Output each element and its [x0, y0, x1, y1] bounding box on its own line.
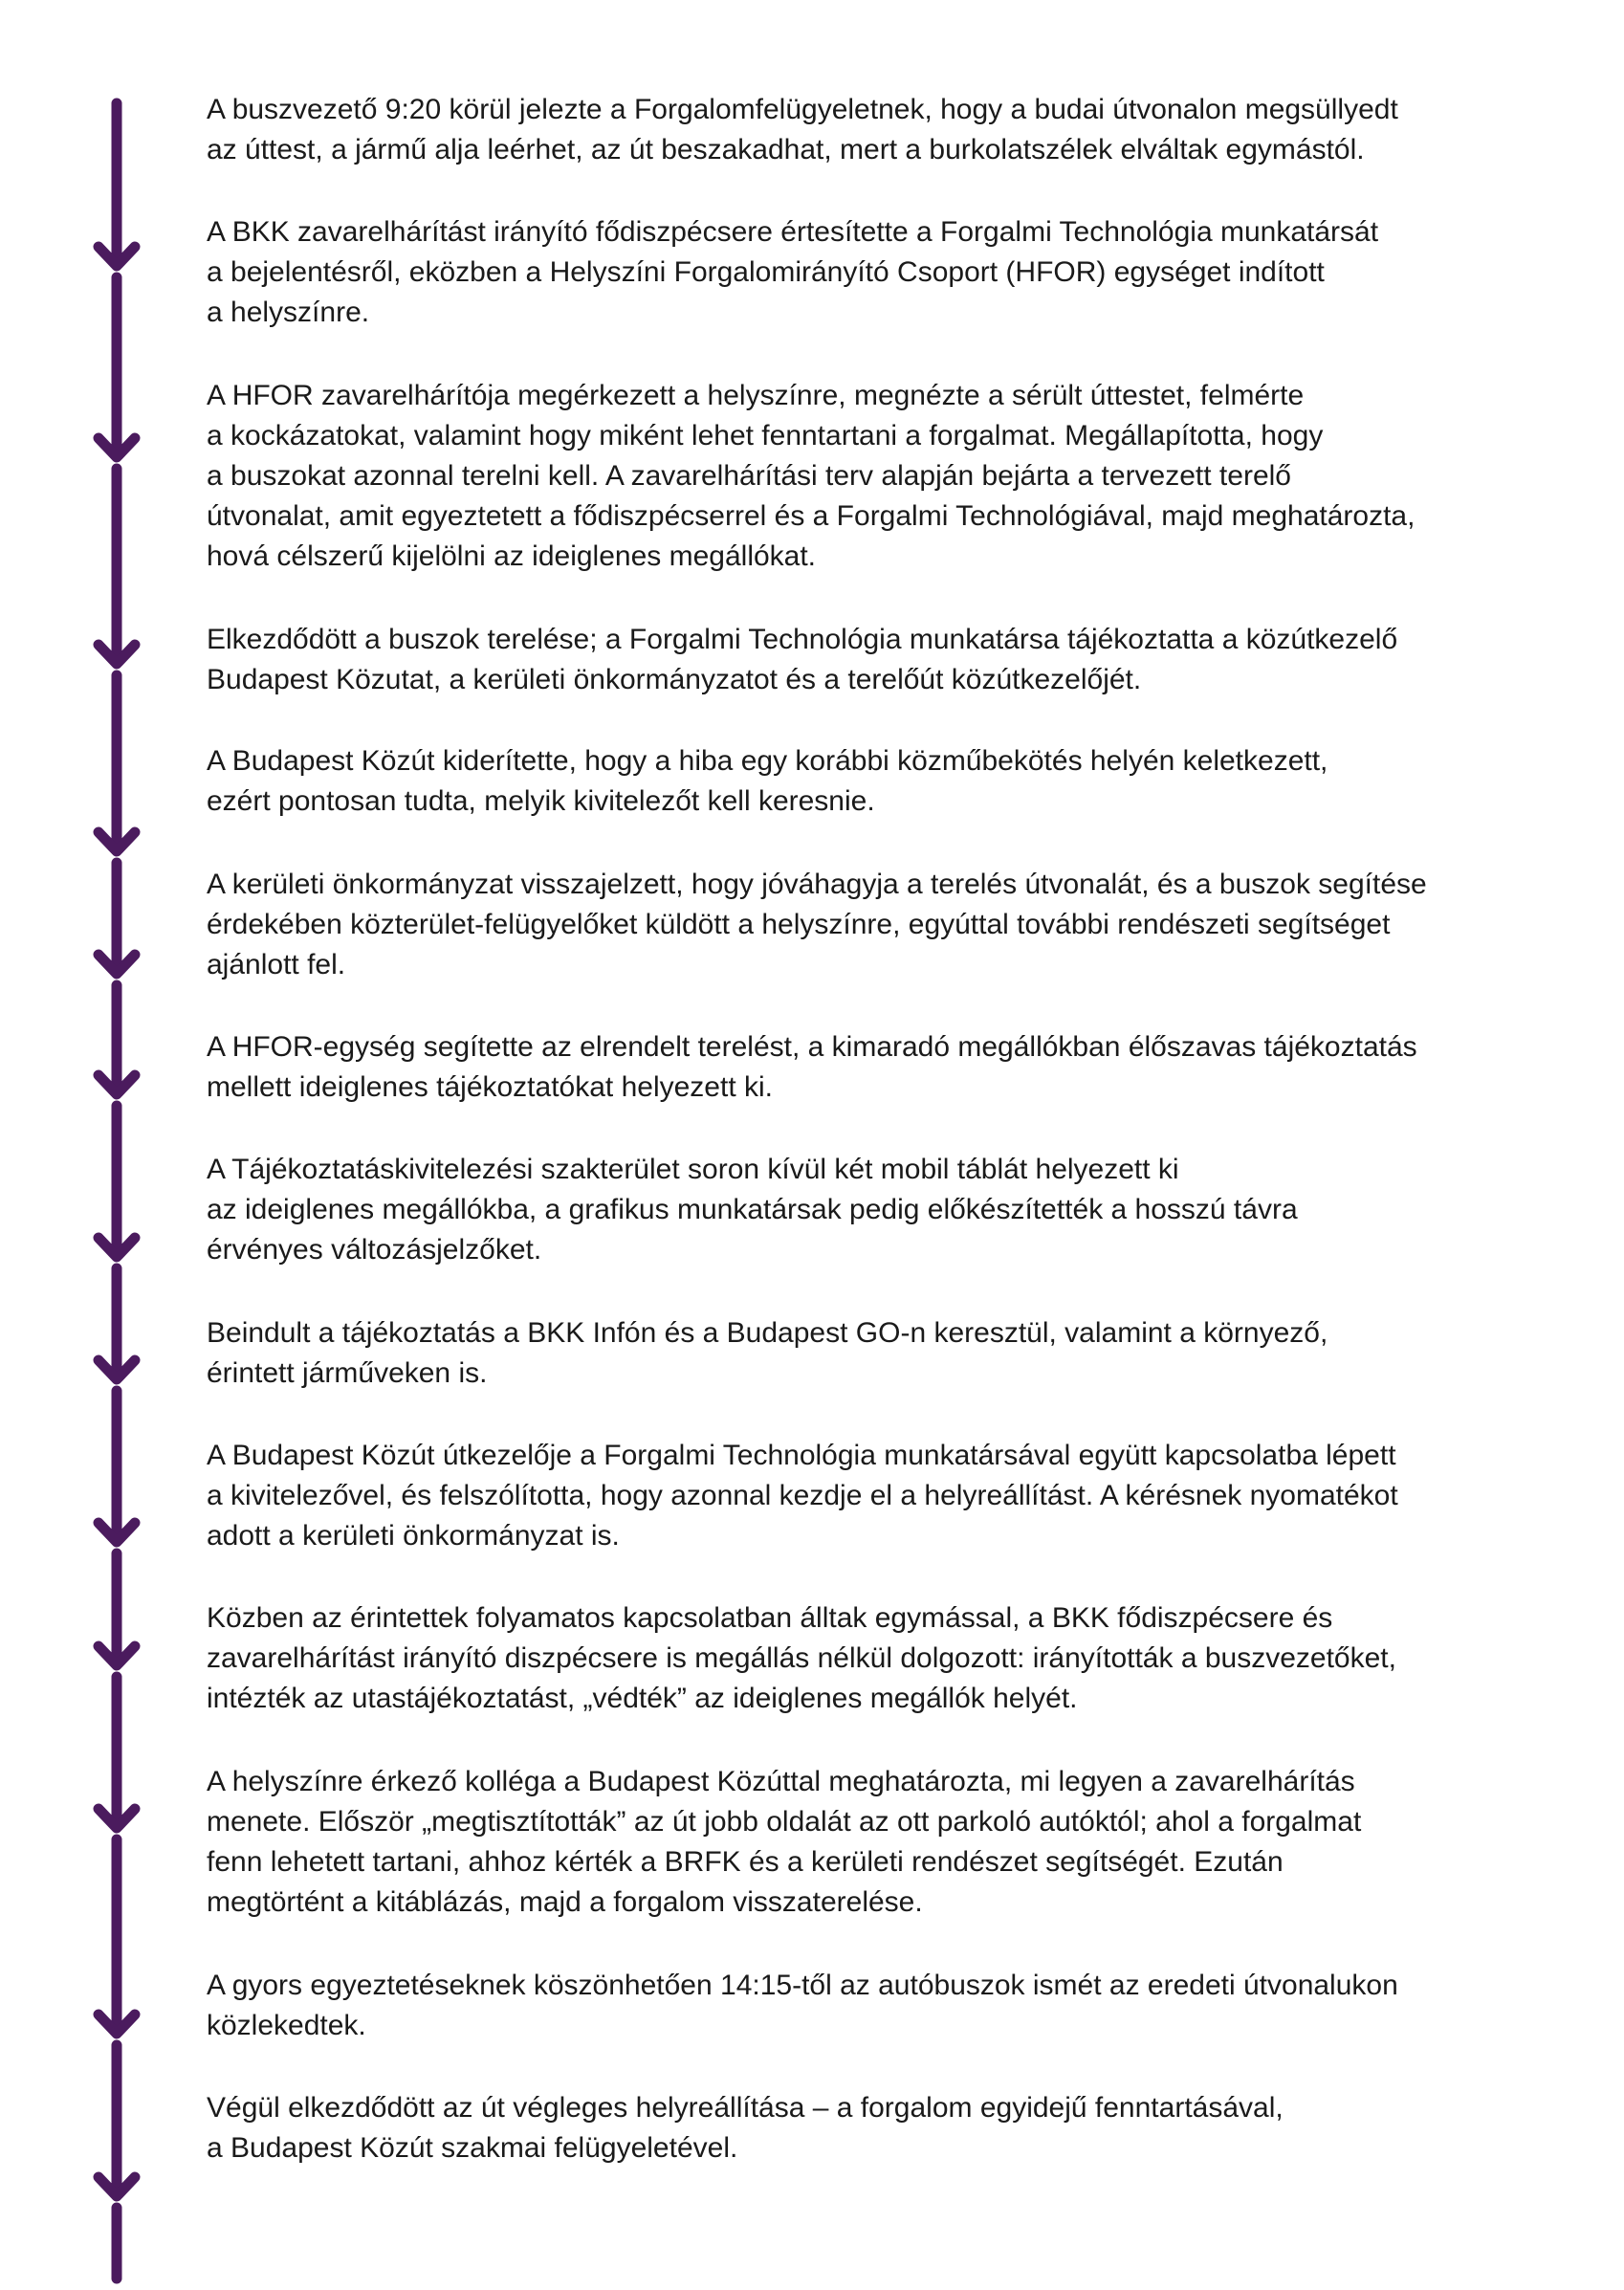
timeline-step-8: A Tájékoztatáskivitelezési szakterület soron kívül két mobil táblát helyezett ki az ideiglenes megállókba, a grafikus munkatársak pedig előkészítették a hosszú távra érvényes változásjelzőket. — [207, 1154, 1298, 1266]
timeline-step-3: A HFOR zavarelhárítója megérkezett a helyszínre, megnézte a sérült úttestet, felmérte a kockázatokat, valamint hogy miként lehet fenntartani a forgalmat. Megállapította, hogy a buszokat azonnal terelni kell. A zavarelhárítási terv alapján bejárta a tervezett terelő útvonalat, amit egyeztetett a fődiszpécserrel és a Forgalmi Technológiával, majd meghatározta, hová célszerű kijelölni az ideiglenes megállókat. — [207, 380, 1416, 572]
timeline-step-5: A Budapest Közút kiderítette, hogy a hiba egy korábbi közműbekötés helyén keletkezett, ezért pontosan tudta, melyik kivitelezőt kell keresnie. — [207, 745, 1328, 817]
timeline-step-2: A BKK zavarelhárítást irányító fődiszpécsere értesítette a Forgalmi Technológia munkatársát a bejelentésről, eközben a Helyszíni Forgalomirányító Csoport (HFOR) egységet indított a helyszínre. — [207, 216, 1379, 328]
timeline-step-10: A Budapest Közút útkezelője a Forgalmi Technológia munkatársával együtt kapcsolatba lépett a kivitelezővel, és felszólította, hogy azonnal kezdje el a helyreállítást. A kérésnek nyomatékot adott a kerületi önkormányzat is. — [207, 1440, 1398, 1552]
timeline-step-13: A gyors egyeztetéseknek köszönhetően 14:15-től az autóbuszok ismét az eredeti útvonalukon közlekedtek. — [207, 1970, 1398, 2041]
timeline-step-4: Elkezdődött a buszok terelése; a Forgalmi Technológia munkatársa tájékoztatta a közútkezelő Budapest Közutat, a kerületi önkormányzatot és a terelőút közútkezelőjét. — [207, 624, 1398, 695]
timeline-arrows — [0, 0, 239, 2290]
timeline-step-9: Beindult a tájékoztatás a BKK Infón és a Budapest GO-n keresztül, valamint a környező, érintett járműveken is. — [207, 1317, 1328, 1389]
timeline-step-12: A helyszínre érkező kolléga a Budapest Közúttal meghatározta, mi legyen a zavarelhárítás menete. Először „megtisztították” az út jobb oldalát az ott parkoló autóktól; ahol a forgalmat fenn lehetett tartani, ahhoz kérték a BRFK és a kerületi rendészet segítségét. Ezután megtörtént a kitáblázás, majd a forgalom visszaterelése. — [207, 1766, 1362, 1918]
timeline-step-1: A buszvezető 9:20 körül jelezte a Forgalomfelügyeletnek, hogy a budai útvonalon megsüllyedt az úttest, a jármű alja leérhet, az út beszakadhat, mert a burkolatszélek elváltak egymástól. — [207, 94, 1398, 165]
timeline-step-7: A HFOR-egység segítette az elrendelt terelést, a kimaradó megállókban élőszavas tájékoztatás mellett ideiglenes tájékoztatókat helyezett ki. — [207, 1031, 1417, 1103]
timeline-step-14: Végül elkezdődött az út végleges helyreállítása – a forgalom egyidejű fenntartásával, a Budapest Közút szakmai felügyeletével. — [207, 2092, 1284, 2164]
timeline-step-11: Közben az érintettek folyamatos kapcsolatban álltak egymással, a BKK fődiszpécsere és zavarelhárítást irányító diszpécsere is megállás nélkül dolgozott: irányították a buszvezetőket, intézték az utastájékoztatást, „védték” az ideiglenes megállók helyét. — [207, 1602, 1396, 1714]
timeline-step-6: A kerületi önkormányzat visszajelzett, hogy jóváhagyja a terelés útvonalát, és a buszok segítése érdekében közterület-felügyelőket küldött a helyszínre, egyúttal további rendészeti segítséget ajánlott fel. — [207, 869, 1427, 980]
